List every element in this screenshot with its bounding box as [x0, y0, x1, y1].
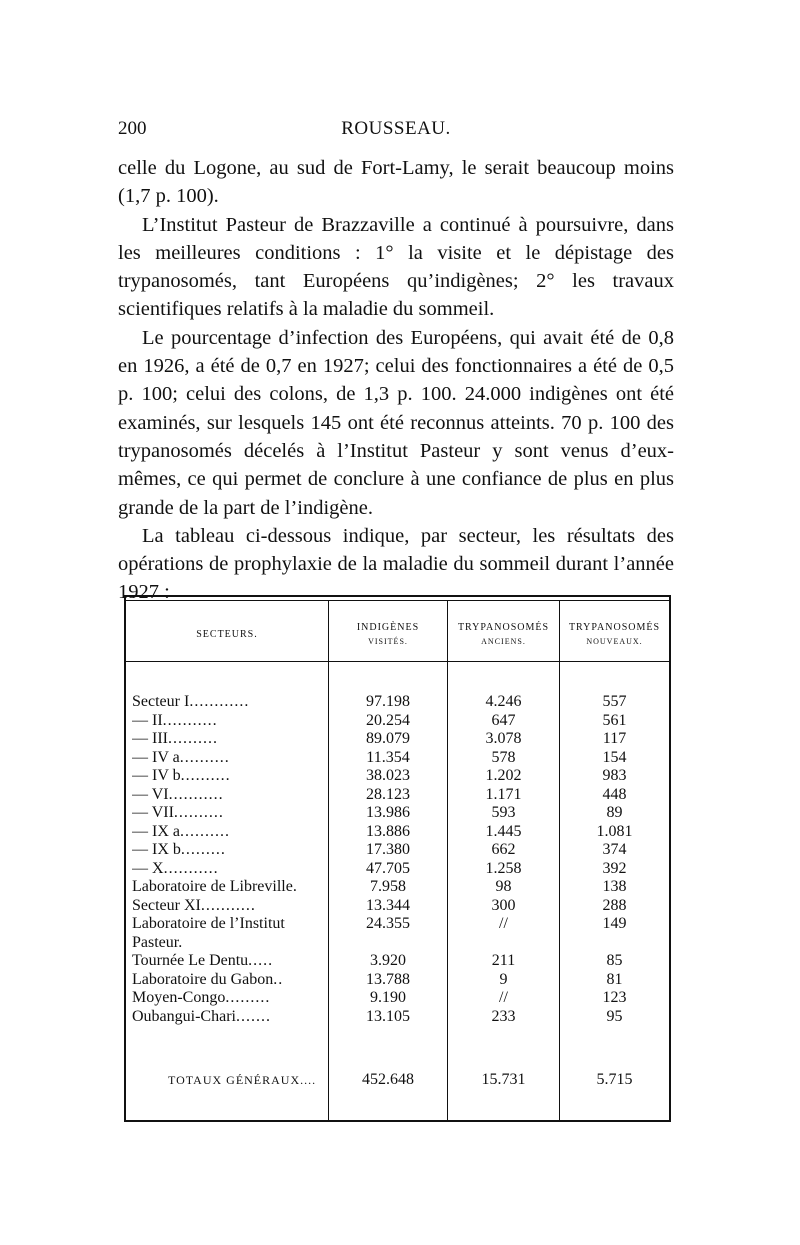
paragraph: La tableau ci-dessous indique, par secteur, les résultats des opérations de prophylaxie de la maladie du sommeil durant l’année 1927 : [118, 524, 674, 604]
table-row [126, 989, 669, 1008]
cell-nouveaux: 1.081 [596, 822, 633, 840]
cell-anciens: 9 [499, 970, 508, 988]
cell-nouveaux: 392 [602, 859, 627, 877]
table-row [126, 786, 669, 805]
cell-anciens: 1.171 [485, 785, 522, 803]
cell-anciens: 233 [491, 1007, 516, 1025]
sector-label: — IX b......... [132, 841, 226, 858]
sector-label: Laboratoire du Gabon.. [132, 970, 284, 988]
cell-nouveaux: 448 [602, 785, 627, 803]
cell-indigenes: 13.344 [366, 896, 410, 914]
cell-anciens: // [499, 989, 508, 1006]
cell-indigenes: 47.705 [366, 859, 410, 877]
totals-row [126, 1069, 669, 1091]
totals-nouveaux: 5.715 [596, 1071, 633, 1088]
cell-indigenes: 17.380 [366, 841, 410, 858]
running-title: ROUSSEAU. [341, 118, 451, 139]
cell-anciens: 647 [491, 711, 516, 729]
sector-label: Secteur XI........... [132, 896, 256, 914]
cell-anciens: 662 [491, 841, 516, 858]
cell-nouveaux: 95 [606, 1007, 623, 1025]
totals-label: TOTAUX GÉNÉRAUX.... [168, 1073, 317, 1087]
header-indigenes: INDIGÈNES VISITÉS. [356, 622, 420, 646]
cell-anciens: 211 [491, 952, 516, 969]
cell-indigenes: 7.958 [370, 878, 406, 895]
sector-label: Laboratoire de l’Institut Pasteur. [132, 915, 285, 951]
paragraph: Le pourcentage d’infection des Européens, qui avait été de 0,8 en 1926, a été de 0,7 en 1927; celui des fonctionnaires a été de 0,5 p. 100; celui des colons, de 1,3 p. 100. 24.000 indigènes ont été examinés, sur lesquels 145 ont été reconnus atteints. 70 p. 100 des trypanosomés décelés à l’Institut Pasteur y sont venus d’eux-mêmes, ce qui permet de conclure à une confiance de plus en plus grande de la part de l’indigène. [118, 326, 674, 519]
body-text [118, 154, 674, 607]
cell-indigenes: 13.105 [366, 1007, 410, 1025]
sector-label: Secteur I............ [132, 693, 250, 710]
cell-anciens: 1.258 [485, 859, 522, 877]
sector-label: — II........... [132, 711, 218, 729]
sector-label: Tournée Le Dentu..... [132, 952, 274, 969]
cell-anciens: 578 [491, 748, 516, 766]
cell-anciens: 1.202 [485, 767, 522, 784]
sector-label: — X........... [132, 859, 219, 877]
table-row [126, 860, 669, 879]
table-row [126, 730, 669, 749]
sector-label: Oubangui-Chari....... [132, 1007, 271, 1025]
header-nouveaux: TRYPANOSOMÉS NOUVEAUX. [568, 622, 661, 646]
cell-anciens: 3.078 [485, 730, 522, 747]
header-anciens: TRYPANOSOMÉS ANCIENS. [457, 622, 550, 646]
table-header-rule [126, 661, 669, 662]
cell-indigenes: 9.190 [370, 989, 406, 1006]
cell-indigenes: 97.198 [366, 693, 410, 710]
cell-anciens: 4.246 [485, 693, 522, 710]
cell-indigenes: 13.788 [366, 970, 410, 988]
cell-anciens: 593 [491, 804, 516, 821]
cell-indigenes: 13.886 [366, 822, 410, 840]
table-row [126, 841, 669, 860]
cell-nouveaux: 983 [602, 767, 627, 784]
table-top-rule [126, 600, 669, 601]
cell-indigenes: 28.123 [366, 785, 410, 803]
sector-label: Laboratoire de Libreville. [132, 878, 297, 895]
cell-anciens: 1.445 [485, 822, 522, 840]
cell-indigenes: 24.355 [366, 915, 410, 932]
table-row [126, 804, 669, 823]
header-secteurs: SECTEURS. [196, 629, 258, 640]
sector-label: — VII.......... [132, 804, 224, 821]
sector-label: Moyen-Congo......... [132, 989, 271, 1006]
cell-indigenes: 11.354 [366, 748, 410, 766]
cell-nouveaux: 123 [602, 989, 627, 1006]
table-row [126, 897, 669, 916]
cell-anciens: // [499, 915, 508, 932]
sector-label: — IV b.......... [132, 767, 231, 784]
totals-anciens: 15.731 [481, 1071, 526, 1088]
cell-indigenes: 20.254 [366, 711, 410, 729]
table-row [126, 823, 669, 842]
table-body [126, 693, 669, 1026]
paragraph: celle du Logone, au sud de Fort-Lamy, le serait beaucoup moins (1,7 p. 100). [118, 157, 674, 208]
table-row [126, 915, 669, 952]
table-row [126, 878, 669, 897]
cell-nouveaux: 561 [602, 711, 627, 729]
table-row [126, 767, 669, 786]
cell-anciens: 98 [495, 878, 512, 895]
cell-indigenes: 3.920 [370, 952, 406, 969]
cell-nouveaux: 149 [602, 915, 627, 932]
cell-nouveaux: 117 [602, 730, 627, 747]
cell-indigenes: 89.079 [366, 730, 410, 747]
table-row [126, 971, 669, 990]
sector-label: — III.......... [132, 730, 218, 747]
cell-nouveaux: 557 [602, 693, 627, 710]
cell-nouveaux: 89 [606, 804, 623, 821]
cell-nouveaux: 85 [606, 952, 623, 969]
cell-nouveaux: 288 [602, 896, 627, 914]
table-row [126, 952, 669, 971]
totals-indigenes: 452.648 [362, 1071, 414, 1088]
cell-nouveaux: 374 [602, 841, 627, 858]
table-row [126, 712, 669, 731]
cell-nouveaux: 81 [606, 970, 623, 988]
table-row [126, 1008, 669, 1027]
page-header [118, 118, 674, 142]
sector-label: — IV a.......... [132, 748, 230, 766]
table-row [126, 693, 669, 712]
cell-indigenes: 13.986 [366, 804, 410, 821]
sector-label: — IX a.......... [132, 822, 230, 840]
cell-anciens: 300 [491, 896, 516, 914]
cell-nouveaux: 154 [602, 748, 627, 766]
page-number: 200 [118, 118, 147, 139]
sleeping-sickness-table [124, 595, 671, 1122]
paragraph: L’Institut Pasteur de Brazzaville a continué à poursuivre, dans les meilleures conditions : 1° la visite et le dépistage des trypanosomés, tant Européens qu’indigènes; 2° les travaux scientifiques relatifs à la maladie du sommeil. [118, 213, 674, 321]
cell-indigenes: 38.023 [366, 767, 410, 784]
cell-nouveaux: 138 [602, 878, 627, 895]
table-row [126, 749, 669, 768]
sector-label: — VI........... [132, 785, 224, 803]
